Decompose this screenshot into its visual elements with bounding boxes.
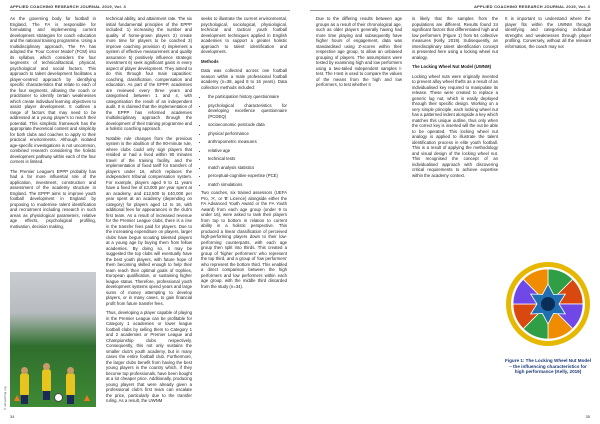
paragraph: Data was collected across one football season within a male professional football academy (n=38, aged 8 to 16 years). Data collection methods included: xyxy=(201,68,287,90)
player-figure xyxy=(42,369,51,391)
column-6 xyxy=(505,16,591,53)
figure-caption: Figure 1: The Locking Wheel Nut Model – the influencing characteristics for high performance (Kelly, 2019) xyxy=(505,358,592,375)
page-number-left: 34 xyxy=(10,414,15,419)
academy-players-photo xyxy=(10,272,96,407)
running-header-right: APPLIED COACHING RESEARCH JOURNAL 2019, Vol. 3 xyxy=(474,4,590,9)
paragraph: Due to the differing results between age groups as a result of their chronological age, such as older players generally having had more time playing and subsequently have higher hours of engagement, data was standardised using Z-scores within their respective age group, to allow an unbiased grouping of players. The assumptions were tested by examining high and low performers using a two-tailed independent samples t-test. The t-test is used to compare the values of the means from the high and low performers, to test whether it xyxy=(316,16,402,87)
paragraph: seeks to illustrate the current environmental, psychological, sociological, physiological, technical and tactical youth football development techniques applied in English academies to support a greater holistic approach to talent identification and development. xyxy=(201,16,287,54)
locking-wheel-nut-diagram xyxy=(505,252,591,356)
list-item: • psychological characteristics for developing excellence questionnaire (PCDEQ) xyxy=(208,103,287,120)
header-rule-right xyxy=(310,10,590,11)
locking-wheel-nut-figure xyxy=(505,252,591,358)
list-item: • perceptual-cognitive expertise (PCE) xyxy=(208,173,287,179)
section-heading: The Locking Wheel Nut Model (UWNM) xyxy=(412,64,492,69)
paragraph: The Premier League's EPPP probably has had a far more influential role of the application, investment, construction and assessment of the academy structure in England. The EPPP aims to improve youth football development in England by proposing to modernise talent identification and recruitment including research in such areas as physiological parameters, relative age effects, psychological profiling, motivation, decision making, xyxy=(10,168,96,229)
list-item: • technical tests xyxy=(208,156,287,162)
paragraph: As the governing body for football in England, The FA is responsible for formulating and implementing current development strategies for coach education and the national training programme. Using a multidisciplinary approach, The FA has adopted the 'Four Corner Model' (FCM) into its syllabus, which considers the four segments of technical/tactical, physical, psychological and social factors. This approach to talent development facilitates a player-centred approach by identifying specific characteristics that relate to each of the four segments, allowing the coach or practitioner to identify certain weaknesses which create individual learning objectives to assist player development. It outlines a range of factors that may need to be addressed at a young player's to reach their potential. This simplistic framework has the appropriate theoretical content and simplicity for both clubs and coaches to apply to their practical environments. Although isolated age-specific investigations is not uncommon, combined research considering the holistic development pathway within each of the four corners is limited. xyxy=(10,16,96,164)
paragraph: Thus, developing a player capable of playing in the Premier League can be profitable for Category 1 academies or lower league football clubs by selling them to Category 1 and 2 academies or Premier League and Championship clubs respectively. Consequently, this not only sustains the smaller club's youth academy, but in many cases the entire football club. Furthermore, the larger clubs benefit from having the best young players in the country which, if they become top professionals, have been bought at a lot cheaper price. Additionally, producing young players that were already given a professional club's first team can escalate the price, particularly due to the transfer ruling. As a result, the UWNM xyxy=(106,310,192,403)
list-item: • socioeconomic postcode data xyxy=(208,122,287,128)
paragraph: It is important to understand where the player fits within the UWNM through identifying and categorising individual strengths and weaknesses through player profiling. Conversely, without all the relevant information, the coach may not xyxy=(505,16,591,49)
column-1 xyxy=(10,16,96,233)
paragraph: Two coaches, six trained assessors (UEFA Pro, 'A', or 'B' Licence) alongside either the FA Advanced Youth Award or the FA Youth Award) from each age group (under 9 to under 16), were asked to rank their players from top to bottom in relation to current ability in a holistic perspective. This produced a linear classification of perceived high-performing players down to their low-performing counterparts, with each age group then split into thirds. This created a group of 'higher performers' who represent the top third, and a group of 'low performers' who represent the bottom third. This enabled a direct comparison between the high performers and low performers within each age group, with the middle third discarded from the study (n=34). xyxy=(201,190,287,289)
section-heading: Methods xyxy=(201,58,219,64)
column-3 xyxy=(201,16,287,293)
paragraph: Notable rule changes from the previous system is the abolition of the 90-minute rule, where clubs could only sign players that resided or had a lived within 90 minutes travel of the training facility, and the implementation of fixed tariff for transfers of players under 16, which replaces the independent tribunal compensation system. For example, players aged 9 to 11 years have a fixed fee of £3,000 per year spent at an academy, and £12,500 to £40,000 per year spent at an academy (depending on category) for players aged 12 to 16, with additional fees for appearances in the club's first team. As a result of increased revenue for the Premier League clubs, there is a rise in the transfer fees paid for players. Due to the increasing expenditure on players, larger clubs have begun scouting talented players at a young age by buying them from fellow academies. By doing so, it may be suggested the top clubs will eventually have the best youth players, with future hope of them becoming skilled enough to help their team reach their optimal goals of trophies, European qualification, or sustaining higher league status. Therefore, professional youth development systems spend years and large sums of money attempting to develop players, or in many cases, to gain financial profit from future transfer fees. xyxy=(106,135,192,306)
column-4 xyxy=(316,16,402,92)
column-5 xyxy=(412,16,498,182)
cone-icon xyxy=(14,395,20,401)
centre-hub xyxy=(541,297,555,311)
paragraph: is likely that the samples from the populations are different. Results found 24 significant factors that differentiated high and low performers (Figure 1) from 54 collective measures (Kelly, 2019). Subsequently, an interdisciplinary talent identification concept is presented here using a locking wheel nut analogy. xyxy=(412,16,498,60)
page-number-right: 35 xyxy=(585,414,590,419)
football-icon xyxy=(54,393,63,402)
photo-credit xyxy=(3,300,7,410)
paragraph: technical ability, and attainment rate. The six initial fundamental principles of the EPPP included: 1) increasing the number and quality of home-grown players 2) create more time for players to be coached 3) improve coaching provision 4) implement a system of effective measurement and quality assurance 5) positively influence strategic investment 6) seek significant gains in every aspect of player development. They aimed to do this through four main capacities: coaching, classification, compensation and education. As part of the EPPP, academies are reviewed every three years and categorised between 1 and 4, with categorisation the result of an independent audit. It is claimed that the implementation of the EPPP has reformed academies multidisciplinary approach through the development of their training programme and a holistic coaching approach. xyxy=(106,16,192,131)
list-item: • anthropometric measures xyxy=(208,139,287,145)
player-figure xyxy=(66,373,75,395)
photo-credit-text: © ukcoaching.org xyxy=(3,386,7,410)
list-item: • match simulations xyxy=(208,182,287,188)
cone-icon xyxy=(84,395,90,401)
list-item: • relative age xyxy=(208,148,287,154)
column-2 xyxy=(106,16,192,408)
running-header-left: APPLIED COACHING RESEARCH JOURNAL 2019, Vol. 3 xyxy=(10,4,126,9)
player-figure xyxy=(20,373,29,395)
header-rule-left xyxy=(10,10,290,11)
list-item: • the participation history questionnaire xyxy=(208,94,287,100)
method-list xyxy=(201,94,287,187)
paragraph: Locking wheel nuts were originally invented to prevent alloy wheel thefts as a result of an individualised key required to manipulate its release. These were created to replace a generic lug nut, which is easily deployed through their specific design. Working on a very simple principle, each locking wheel nut has a patterned indent alongside a key which matches this unique outline, thus only when the correct key is inserted will the nut be able to be operated. This locking wheel nut analogy is applied to illustrate the talent identification process in elite youth football. This is a result of applying the methodology and visual design of the locking wheel nut. This recognised the concept of an individualised approach with discovering critical requirements to achieve expertise within the academy context. xyxy=(412,73,498,178)
list-item: • physical performance xyxy=(208,131,287,137)
list-item: • match analysis statistics xyxy=(208,165,287,171)
